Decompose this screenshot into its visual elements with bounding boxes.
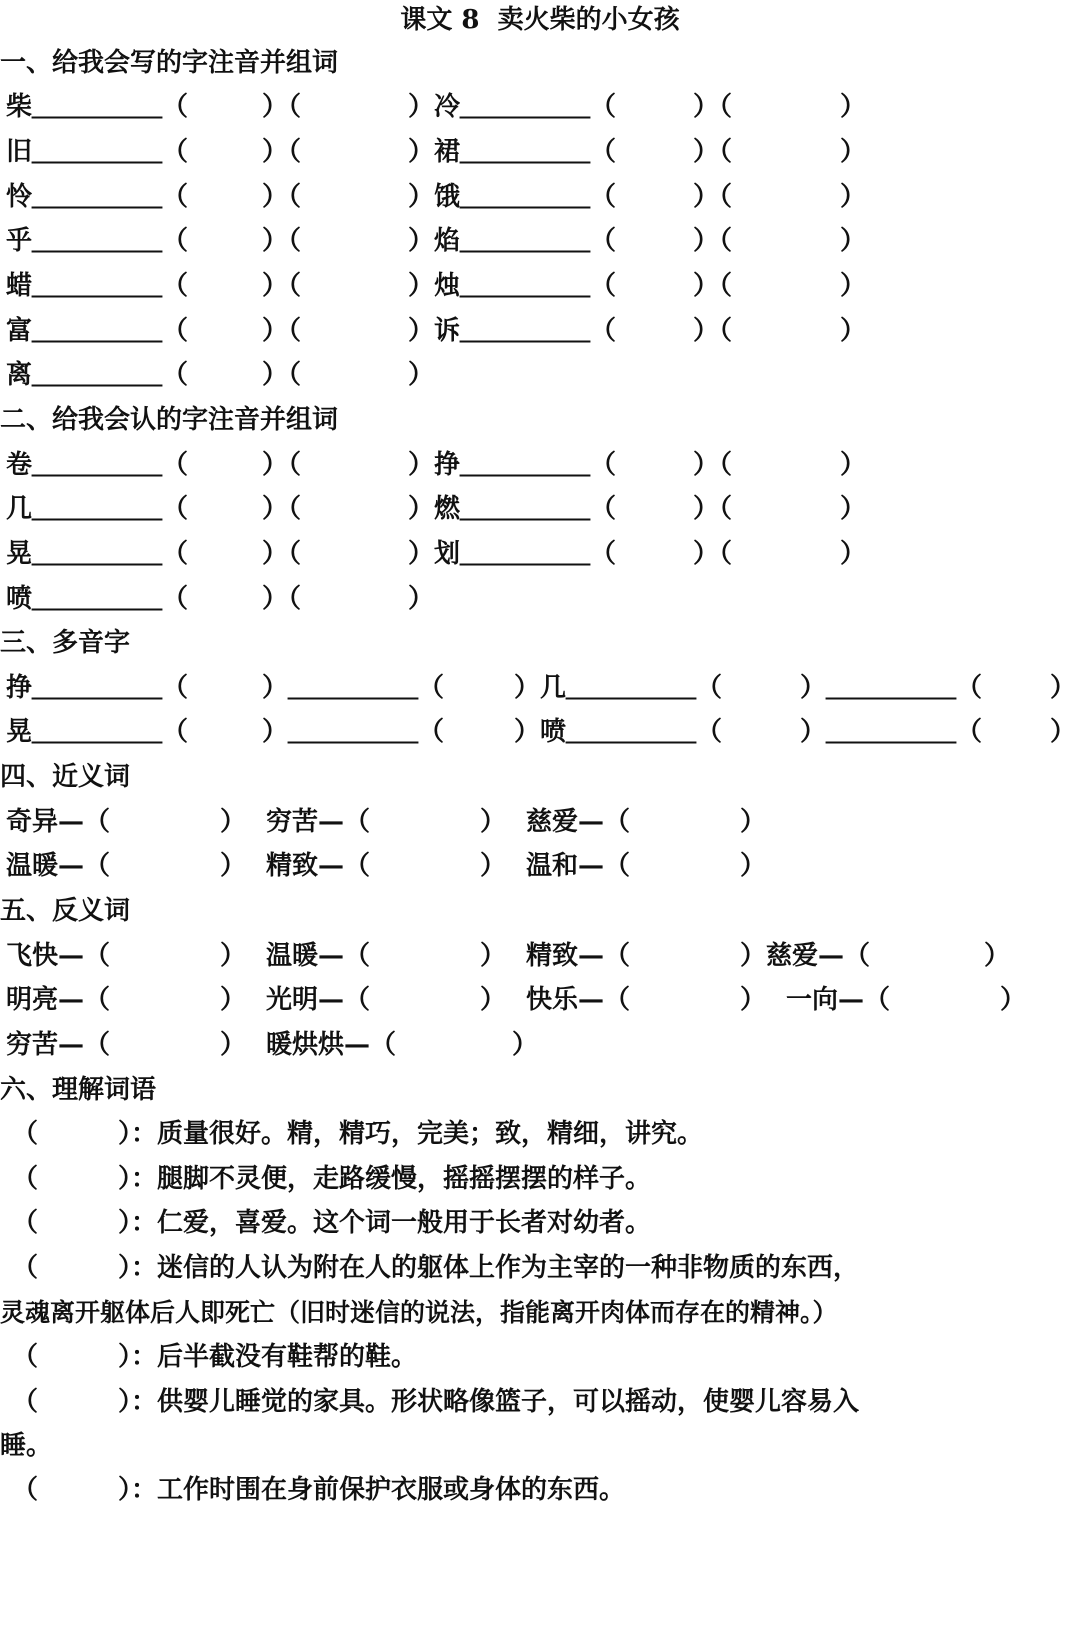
row-cell: ）饿＿＿＿＿＿（ bbox=[408, 182, 617, 212]
definition-row bbox=[0, 1246, 1080, 1290]
row-cell: ） bbox=[220, 1030, 247, 1060]
row-cell: ） bbox=[840, 539, 867, 569]
row-cell: ） bbox=[840, 316, 867, 346]
exercise-row bbox=[0, 219, 1080, 263]
definition-row bbox=[0, 1335, 1080, 1379]
row-cell: ） bbox=[480, 985, 507, 1015]
definition-continuation: 灵魂离开躯体后人即死亡（旧时迷信的说法，指能离开肉体而存在的精神。） bbox=[0, 1298, 838, 1327]
row-cell: ）（ bbox=[262, 92, 302, 122]
row-cell: 离＿＿＿＿＿（ bbox=[6, 360, 189, 390]
definition-row bbox=[0, 1112, 1080, 1156]
row-cell: ） bbox=[840, 226, 867, 256]
row-cell: ）（ bbox=[262, 539, 302, 569]
row-cell: ）（ bbox=[262, 450, 302, 480]
row-cell: ）（ bbox=[693, 92, 733, 122]
definition-text: ）：质量很好。精，精巧，完美；致，精细，讲究。 bbox=[118, 1119, 704, 1149]
page-title: 课文 8 卖火柴的小女孩 bbox=[400, 5, 680, 35]
row-cell: ）＿＿＿＿＿（ bbox=[800, 673, 983, 703]
row-cell: ）＿＿＿＿＿（ bbox=[800, 717, 983, 747]
row-cell: 穷苦—（ bbox=[266, 807, 371, 837]
definition-row bbox=[0, 1157, 1080, 1201]
exercise-row bbox=[0, 1023, 1080, 1067]
exercise-row bbox=[0, 532, 1080, 576]
exercise-row bbox=[0, 85, 1080, 129]
row-cell: 怜＿＿＿＿＿（ bbox=[6, 182, 189, 212]
row-cell: （ bbox=[12, 1253, 39, 1283]
exercise-row bbox=[0, 130, 1080, 174]
row-cell: ）（ bbox=[262, 316, 302, 346]
row-cell: ） bbox=[480, 941, 507, 971]
row-cell: （ bbox=[12, 1119, 39, 1149]
row-cell: ）慈爱—（ bbox=[740, 941, 871, 971]
row-cell: ）焰＿＿＿＿＿（ bbox=[408, 226, 617, 256]
exercise-row bbox=[0, 710, 1080, 754]
row-cell: ）（ bbox=[693, 271, 733, 301]
definition-text: ）：腿脚不灵便，走路缓慢，摇摇摆摆的样子。 bbox=[118, 1164, 652, 1194]
row-cell: 精致—（ bbox=[266, 851, 371, 881]
row-cell: ）（ bbox=[693, 316, 733, 346]
row-cell: （ bbox=[12, 1208, 39, 1238]
row-cell: 飞快—（ bbox=[6, 941, 111, 971]
row-cell: ） bbox=[1000, 985, 1027, 1015]
exercise-row bbox=[0, 309, 1080, 353]
row-cell: ） bbox=[220, 941, 247, 971]
row-cell: 喷＿＿＿＿＿（ bbox=[6, 584, 189, 614]
exercise-row bbox=[0, 443, 1080, 487]
row-cell: ） bbox=[1050, 717, 1077, 747]
row-cell: ）燃＿＿＿＿＿（ bbox=[408, 494, 617, 524]
row-cell: ）（ bbox=[693, 450, 733, 480]
definition-row bbox=[0, 1468, 1080, 1512]
definition-row bbox=[0, 1380, 1080, 1424]
definition-text: ）：供婴儿睡觉的家具。形状略像篮子，可以摇动，使婴儿容易入 bbox=[118, 1387, 860, 1417]
row-cell: ）（ bbox=[262, 271, 302, 301]
row-cell: 晃＿＿＿＿＿（ bbox=[6, 539, 189, 569]
row-cell: ）（ bbox=[262, 137, 302, 167]
row-cell: ）（ bbox=[262, 494, 302, 524]
exercise-row bbox=[0, 934, 1080, 978]
row-cell: ）冷＿＿＿＿＿（ bbox=[408, 92, 617, 122]
row-cell: ）＿＿＿＿＿（ bbox=[262, 717, 445, 747]
row-cell: 几＿＿＿＿＿（ bbox=[6, 494, 189, 524]
exercise-row bbox=[0, 353, 1080, 397]
row-cell: ） bbox=[740, 851, 767, 881]
definition-text: ）：仁爱，喜爱。这个词一般用于长者对幼者。 bbox=[118, 1208, 652, 1238]
row-cell: ） bbox=[840, 182, 867, 212]
row-cell: 光明—（ bbox=[266, 985, 371, 1015]
exercise-row bbox=[0, 175, 1080, 219]
row-cell: ） bbox=[1050, 673, 1077, 703]
row-cell: 柴＿＿＿＿＿（ bbox=[6, 92, 189, 122]
row-cell: ） bbox=[220, 851, 247, 881]
row-cell: 蜡＿＿＿＿＿（ bbox=[6, 271, 189, 301]
row-cell: ）划＿＿＿＿＿（ bbox=[408, 539, 617, 569]
row-cell: ） bbox=[740, 807, 767, 837]
definition-text: ）：迷信的人认为附在人的躯体上作为主宰的一种非物质的东西， bbox=[118, 1253, 860, 1283]
row-cell: ） bbox=[220, 807, 247, 837]
row-cell: 挣＿＿＿＿＿（ bbox=[6, 673, 189, 703]
row-cell: ）（ bbox=[693, 226, 733, 256]
row-cell: （ bbox=[12, 1342, 39, 1372]
section-heading: 三、多音字 bbox=[0, 628, 131, 658]
row-cell: ）诉＿＿＿＿＿（ bbox=[408, 316, 617, 346]
row-cell: ） bbox=[512, 1030, 539, 1060]
row-cell: 温和—（ bbox=[526, 851, 631, 881]
row-cell: ） bbox=[408, 360, 435, 390]
exercise-row bbox=[0, 487, 1080, 531]
row-cell: ） bbox=[840, 450, 867, 480]
row-cell: 旧＿＿＿＿＿（ bbox=[6, 137, 189, 167]
row-cell: 卷＿＿＿＿＿（ bbox=[6, 450, 189, 480]
row-cell: ）（ bbox=[262, 182, 302, 212]
row-cell: ）烛＿＿＿＿＿（ bbox=[408, 271, 617, 301]
row-cell: 温暖—（ bbox=[266, 941, 371, 971]
definition-text: ）：后半截没有鞋帮的鞋。 bbox=[118, 1342, 418, 1372]
row-cell: 乎＿＿＿＿＿（ bbox=[6, 226, 189, 256]
row-cell: ） bbox=[840, 137, 867, 167]
row-cell: ）几＿＿＿＿＿（ bbox=[514, 673, 723, 703]
exercise-row bbox=[0, 844, 1080, 888]
definition-text: ）：工作时围在身前保护衣服或身体的东西。 bbox=[118, 1475, 626, 1505]
row-cell: ）（ bbox=[262, 226, 302, 256]
row-cell: ） bbox=[408, 584, 435, 614]
row-cell: 暖烘烘—（ bbox=[266, 1030, 397, 1060]
row-cell: 明亮—（ bbox=[6, 985, 111, 1015]
section-heading: 四、近义词 bbox=[0, 762, 131, 792]
row-cell: （ bbox=[12, 1387, 39, 1417]
row-cell: 富＿＿＿＿＿（ bbox=[6, 316, 189, 346]
row-cell: ）（ bbox=[693, 494, 733, 524]
row-cell: ）（ bbox=[693, 539, 733, 569]
row-cell: （ bbox=[12, 1475, 39, 1505]
definition-continuation: 睡。 bbox=[0, 1431, 53, 1461]
row-cell: ）（ bbox=[693, 137, 733, 167]
row-cell: ） bbox=[740, 985, 767, 1015]
exercise-row bbox=[0, 800, 1080, 844]
row-cell: （ bbox=[12, 1164, 39, 1194]
row-cell: 慈爱—（ bbox=[526, 807, 631, 837]
row-cell: ） bbox=[840, 271, 867, 301]
exercise-row bbox=[0, 978, 1080, 1022]
section-heading: 六、理解词语 bbox=[0, 1075, 157, 1105]
row-cell: 晃＿＿＿＿＿（ bbox=[6, 717, 189, 747]
row-cell: ） bbox=[840, 92, 867, 122]
row-cell: 精致—（ bbox=[526, 941, 631, 971]
row-cell: ） bbox=[840, 494, 867, 524]
exercise-row bbox=[0, 666, 1080, 710]
row-cell: ）＿＿＿＿＿（ bbox=[262, 673, 445, 703]
row-cell: ）喷＿＿＿＿＿（ bbox=[514, 717, 723, 747]
row-cell: 温暖—（ bbox=[6, 851, 111, 881]
definition-row bbox=[0, 1201, 1080, 1245]
row-cell: ） bbox=[984, 941, 1011, 971]
exercise-row bbox=[0, 577, 1080, 621]
exercise-row bbox=[0, 264, 1080, 308]
section-heading: 五、反义词 bbox=[0, 896, 131, 926]
row-cell: ）（ bbox=[262, 584, 302, 614]
row-cell: ） bbox=[220, 985, 247, 1015]
row-cell: ）挣＿＿＿＿＿（ bbox=[408, 450, 617, 480]
row-cell: 穷苦—（ bbox=[6, 1030, 111, 1060]
row-cell: 快乐—（ bbox=[526, 985, 631, 1015]
row-cell: 一向—（ bbox=[786, 985, 891, 1015]
row-cell: ）（ bbox=[693, 182, 733, 212]
section-heading: 二、给我会认的字注音并组词 bbox=[0, 405, 339, 435]
section-heading: 一、给我会写的字注音并组词 bbox=[0, 48, 339, 78]
row-cell: 奇异—（ bbox=[6, 807, 111, 837]
row-cell: ） bbox=[480, 851, 507, 881]
row-cell: ） bbox=[480, 807, 507, 837]
row-cell: ）裙＿＿＿＿＿（ bbox=[408, 137, 617, 167]
row-cell: ）（ bbox=[262, 360, 302, 390]
